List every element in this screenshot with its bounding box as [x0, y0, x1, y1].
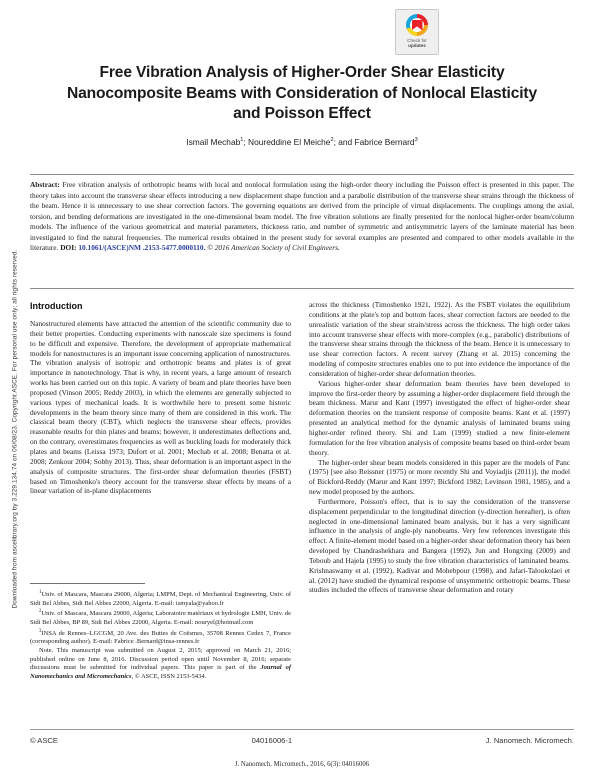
doi-link[interactable]: 10.1061/(ASCE)NM .2153-5477.0000110.	[78, 243, 206, 252]
page-running-citation: J. Nanomech. Micromech., 2016, 6(3): 04016006	[234, 761, 370, 768]
doi-label: DOI:	[60, 243, 77, 252]
note-text-after: , © ASCE, ISSN 2153-5434.	[131, 672, 207, 680]
crossmark-logo-icon	[406, 14, 428, 36]
note-journal-name: Journal of Nanomechanics and Micromechanics	[30, 664, 291, 680]
note-label: Note.	[39, 647, 54, 655]
watermark-text: Downloaded from ascelibrary.org by 3.229.134.74 on 06/08/23. Copyright ASCE. For personal use only; all rights reserved.	[11, 249, 19, 609]
crossmark-label-line2: updates	[408, 43, 426, 49]
abstract-top-divider	[30, 174, 574, 175]
paragraph: Various higher-order shear deformation beam theories have been developed to improve the first-order theory by assuming a higher-order displacement field through the beam thickness. Marur and Kant (1997) investigated the effect of higher-order shear deformation theories on the transient response of composite beams. Kant et al. (1997) presented an analytical method for the dynamic analysis of laminated beams using higher-order refined theory. Shi and Lam (1999) studied a new finite-element formulation for the free vibration analysis of composite beams based on third-order beam theory.	[309, 378, 570, 457]
crossmark-label-line1: Check for	[407, 38, 427, 43]
crossmark-check-for-updates-badge[interactable]	[395, 9, 439, 55]
footer-article-number: 04016006-1	[251, 736, 293, 745]
footnote-marker: 2	[39, 609, 42, 615]
abstract-copyright: © 2016 American Society of Civil Engineers.	[207, 243, 340, 252]
abstract-block	[30, 180, 574, 254]
footnote-item	[30, 628, 291, 647]
footnote-item	[30, 608, 291, 627]
footnote-text: Univ. of Mascara, Mascara 29000, Algeria; LMPM, Dept. of Mechanical Engineering, Univ. of Sidi Bel Abbes, Sidi Bel Abbes 22000, Algeria. E-mail: ismyala@yahoo.fr	[30, 591, 291, 607]
footnote-marker: 1	[39, 590, 42, 595]
paragraph: The higher-order shear beam models considered in this paper are the models of Panc (1975) [see also Reissner (1975) or more recently Shi and Voyiadjis (2011)], the model of Bickford-Reddy (Marur and Kant 1997; Bickford 1982; Levinson 1981, 1985), and a new model proposed by the authors.	[309, 457, 570, 497]
body-column-left	[30, 300, 291, 496]
author-list: Ismail Mechab$^1$; Noureddine El Meiche$^2$; and Fabrice Bernard$^3$	[186, 137, 418, 147]
abstract-body: Free vibration analysis of orthotropic beams with local and nonlocal formulation using the high-order theory including the Poisson effect is presented in this paper. The theory takes into account the transverse shear effects introducing a new displacement shape function and a parabolic distribution of the transverse shear strains through the thickness of the beam. Hence it is unnecessary to use shear correction factors. The governing equations are derived from the principle of virtual displacements. The couplings among the axial, torsion, and bending deformations are investigated in the one-dimensional beam model. The free vibration solutions are finally presented for the nonlocal higher-order beam/column models. The influence of the various geometrical and material parameters, thickness ratio, and number of symmetric and antisymmetric layers of the laminate material has been investigated to find the natural frequencies. The numerical results obtained in the present study for several examples are presented and compared to other models available in the literature.	[30, 180, 574, 252]
paragraph: Furthermore, Poisson's effect, that is to say the consideration of the transverse displacement perpendicular to the longitudinal direction (y-direction hereafter), is often neglected in one-dimensional laminated beam analysis, but it has a very significant influence in the analysis of angle-ply nanobeams. Very few references investigate this effect. A finite-element model based on a higher-order shear deformation theory has been developed by Chandrashekhara and Bangera (1992), Jun and Hongxing (2009) and Teboub and Hajela (1995) to study the free vibration characteristics of laminated beams. Krishnaswamy et al. (1992), Kadivar and Mohebpour (1998), and Jafari-Talookolaei et al. (2012) have studied the dynamical response of unsymmetric orthotropic beams. These studies included the effects of transverse shear deformation and rotary	[309, 496, 570, 595]
footnote-marker: 3	[39, 628, 42, 634]
footnote-divider	[30, 583, 145, 584]
crossmark-label	[407, 38, 427, 49]
abstract-label: Abstract:	[30, 180, 60, 189]
footnote-text: Univ. of Mascara, Mascara 29000, Algeria; Laboratoire matériaux et hydrologie LMH, Univ. de Sidi Bel Abbes, BP 89, Sidi Bel Abbes 22000, Algeria. E-mail: nouryel@hotmail.com	[30, 610, 291, 627]
article-page	[26, 0, 578, 776]
paragraph: Nanostructured elements have attracted the attention of the scientific community due to their better properties. Conducting experiments with nanoscale size specimens is found to be difficult and expensive. Therefore, the development of appropriate mathematical models for nanostructures is an important issue concerning application of nanostructures. The vibration analysis of isotropic and orthotropic beams and plates is of great importance in nanotechnology. That is why, in recent years, a large amount of research works has been carried out on this topic. A variety of beam and plate theories have been proposed (Vinson 2005; Reddy 2003), in which the elements are generally subjected to various types of mechanical loads. It is worthwhile here to present some historic developments in the beam theory since many of them are considered in this work. The classical beam theory (CBT), which neglects the transverse shear effects, provides reasonable results for thin plates and beams; however, it underestimates deflections and, on the contrary, overestimates frequencies as well as buckling loads for moderately thick plates and beams (Leissa 1973; Dufort et al. 2001; Mechab et al. 2008; Benatta et al. 2008; Zenkour 2004; Sobhy 2013). Thus, shear deformation is an important aspect in the analysis of composite structures. The first-order shear deformation theories (FSBT) based on Timoshenko's theory account for the transverse shear effects by means of a linear variation of in-plane displacements	[30, 319, 291, 496]
publication-note	[30, 647, 291, 681]
crossmark-inner-shape-icon	[412, 20, 423, 31]
note-text-before: This manuscript was submitted on August 2, 2015; approved on March 21, 2016; published online on June 8, 2016. Discussion period open until November 8, 2016; separate discussions must be submitted for individual papers. This paper is part of the	[30, 647, 291, 672]
footnote-text: INSA de Rennes–LGCGM, 20 Ave. des Buttes de Coësmes, 35708 Rennes Cedex 7, France (corresponding author). E-mail: Fabrice .Bernard@insa-rennes.fr	[30, 629, 291, 646]
body-column-right	[309, 300, 570, 595]
footer-publisher: © ASCE	[30, 736, 58, 745]
footer-divider	[30, 729, 574, 730]
abstract-bottom-divider	[30, 288, 574, 289]
section-heading-introduction: Introduction	[30, 301, 83, 311]
footnote-item	[30, 589, 291, 608]
paragraph: across the thickness (Timoshenko 1921, 1922). As the FSBT violates the equilibrium conditions at the plate's top and bottom faces, shear correction factors are needed to the unrealistic variation of the shear strain/stress across the thickness. The high order takes into account transverse shear effects with more-complex (e.g., parabolic) distributions of the transverse shear strains through the thickness of the beam. Hence it is unnecessary to use shear correction factors. A recent survey (Zhang et al. 2015) concerning the modeling of composite structures enables one to put into evidence the importance of the consideration of higher-order shear deformation theories.	[309, 300, 570, 378]
footer-journal-short: J. Nanomech. Micromech.	[485, 736, 574, 745]
page-footer	[30, 736, 574, 745]
download-watermark-strip	[0, 0, 22, 776]
page-title: Free Vibration Analysis of Higher-Order Shear Elasticity Nanocomposite Beams with Consideration of Nonlocal Elasticity and Poisson Effect	[66, 64, 537, 122]
footnote-block	[30, 589, 291, 681]
